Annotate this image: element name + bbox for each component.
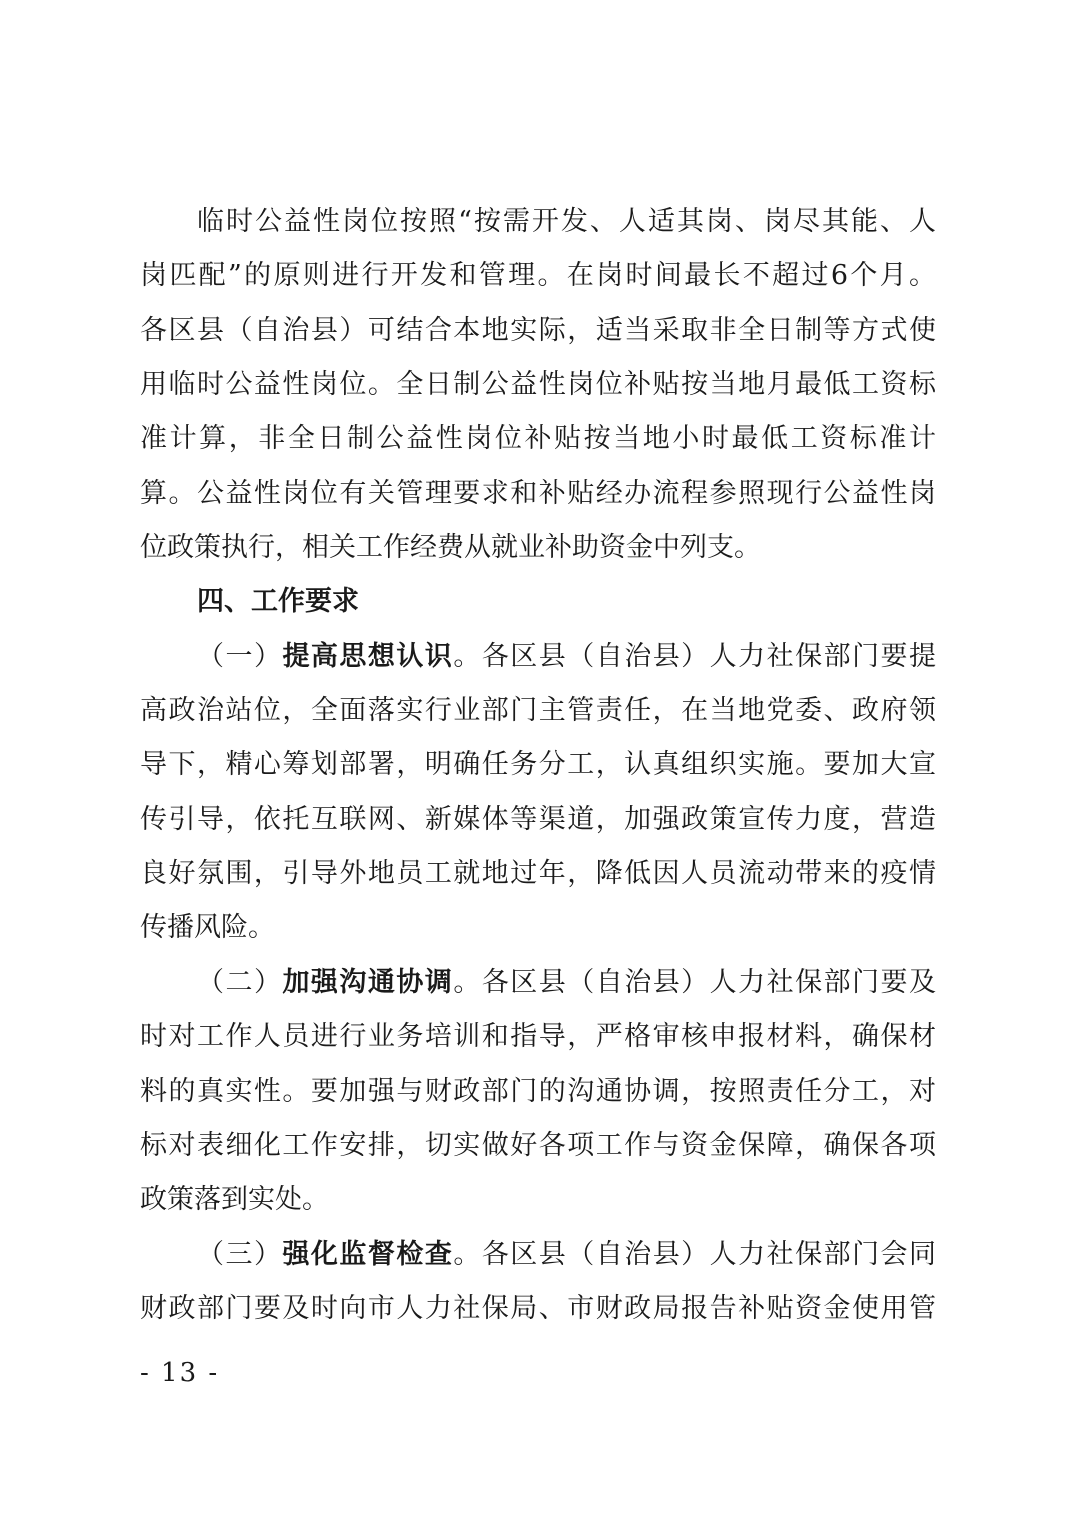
item-first-line	[140, 956, 936, 1010]
text-line: 料的真实性。要加强与财政部门的沟通协调，按照责任分工，对	[140, 1075, 936, 1107]
item-prefix: （三）	[197, 1238, 283, 1270]
text-line: 导下，精心筹划部署，明确任务分工，认真组织实施。要加大宣	[140, 749, 936, 781]
item-lead: 提高思想认识	[282, 640, 454, 672]
page-number: - 13 -	[140, 1358, 220, 1388]
text-line: 用临时公益性岗位。全日制公益性岗位补贴按当地月最低工资标	[140, 369, 936, 401]
item-lead: 强化监督检查	[282, 1238, 454, 1270]
item-lead: 加强沟通协调	[282, 966, 454, 998]
text-line: 岗匹配”的原则进行开发和管理。在岗时间最长不超过6个月。	[140, 260, 936, 292]
document-body	[140, 195, 936, 1336]
item-text: 。各区县（自治县）人力社保部门要及	[453, 966, 937, 998]
section-heading: 四、工作要求	[197, 586, 359, 618]
text-line: 政策落到实处。	[140, 1184, 329, 1216]
item-raise-awareness	[140, 630, 936, 956]
text-line: 算。公益性岗位有关管理要求和补贴经办流程参照现行公益性岗	[140, 477, 936, 509]
text-line: 标对表细化工作安排，切实做好各项工作与资金保障，确保各项	[140, 1129, 936, 1161]
text-line: 准计算，非全日制公益性岗位补贴按当地小时最低工资标准计	[140, 423, 936, 455]
item-prefix: （一）	[197, 640, 283, 672]
text-line: 时对工作人员进行业务培训和指导，严格审核申报材料，确保材	[140, 1021, 936, 1053]
text-line: 临时公益性岗位按照“按需开发、人适其岗、岗尽其能、人	[197, 206, 936, 237]
item-strengthen-communication	[140, 956, 936, 1228]
item-text: 。各区县（自治县）人力社保部门会同	[453, 1238, 937, 1270]
item-first-line	[140, 1228, 936, 1282]
item-first-line	[140, 630, 936, 684]
text-line: 各区县（自治县）可结合本地实际，适当采取非全日制等方式使	[140, 314, 936, 346]
item-text: 。各区县（自治县）人力社保部门要提	[453, 640, 937, 672]
text-line: 财政部门要及时向市人力社保局、市财政局报告补贴资金使用管	[140, 1292, 936, 1324]
paragraph-temporary-posts	[140, 195, 936, 575]
text-line: 位政策执行，相关工作经费从就业补助资金中列支。	[140, 532, 761, 564]
item-supervision	[140, 1228, 936, 1337]
text-line: 传引导，依托互联网、新媒体等渠道，加强政策宣传力度，营造	[140, 803, 936, 835]
item-prefix: （二）	[197, 966, 283, 998]
text-line: 高政治站位，全面落实行业部门主管责任，在当地党委、政府领	[140, 695, 936, 727]
text-line: 良好氛围，引导外地员工就地过年，降低因人员流动带来的疫情	[140, 858, 936, 890]
text-line: 传播风险。	[140, 912, 275, 944]
